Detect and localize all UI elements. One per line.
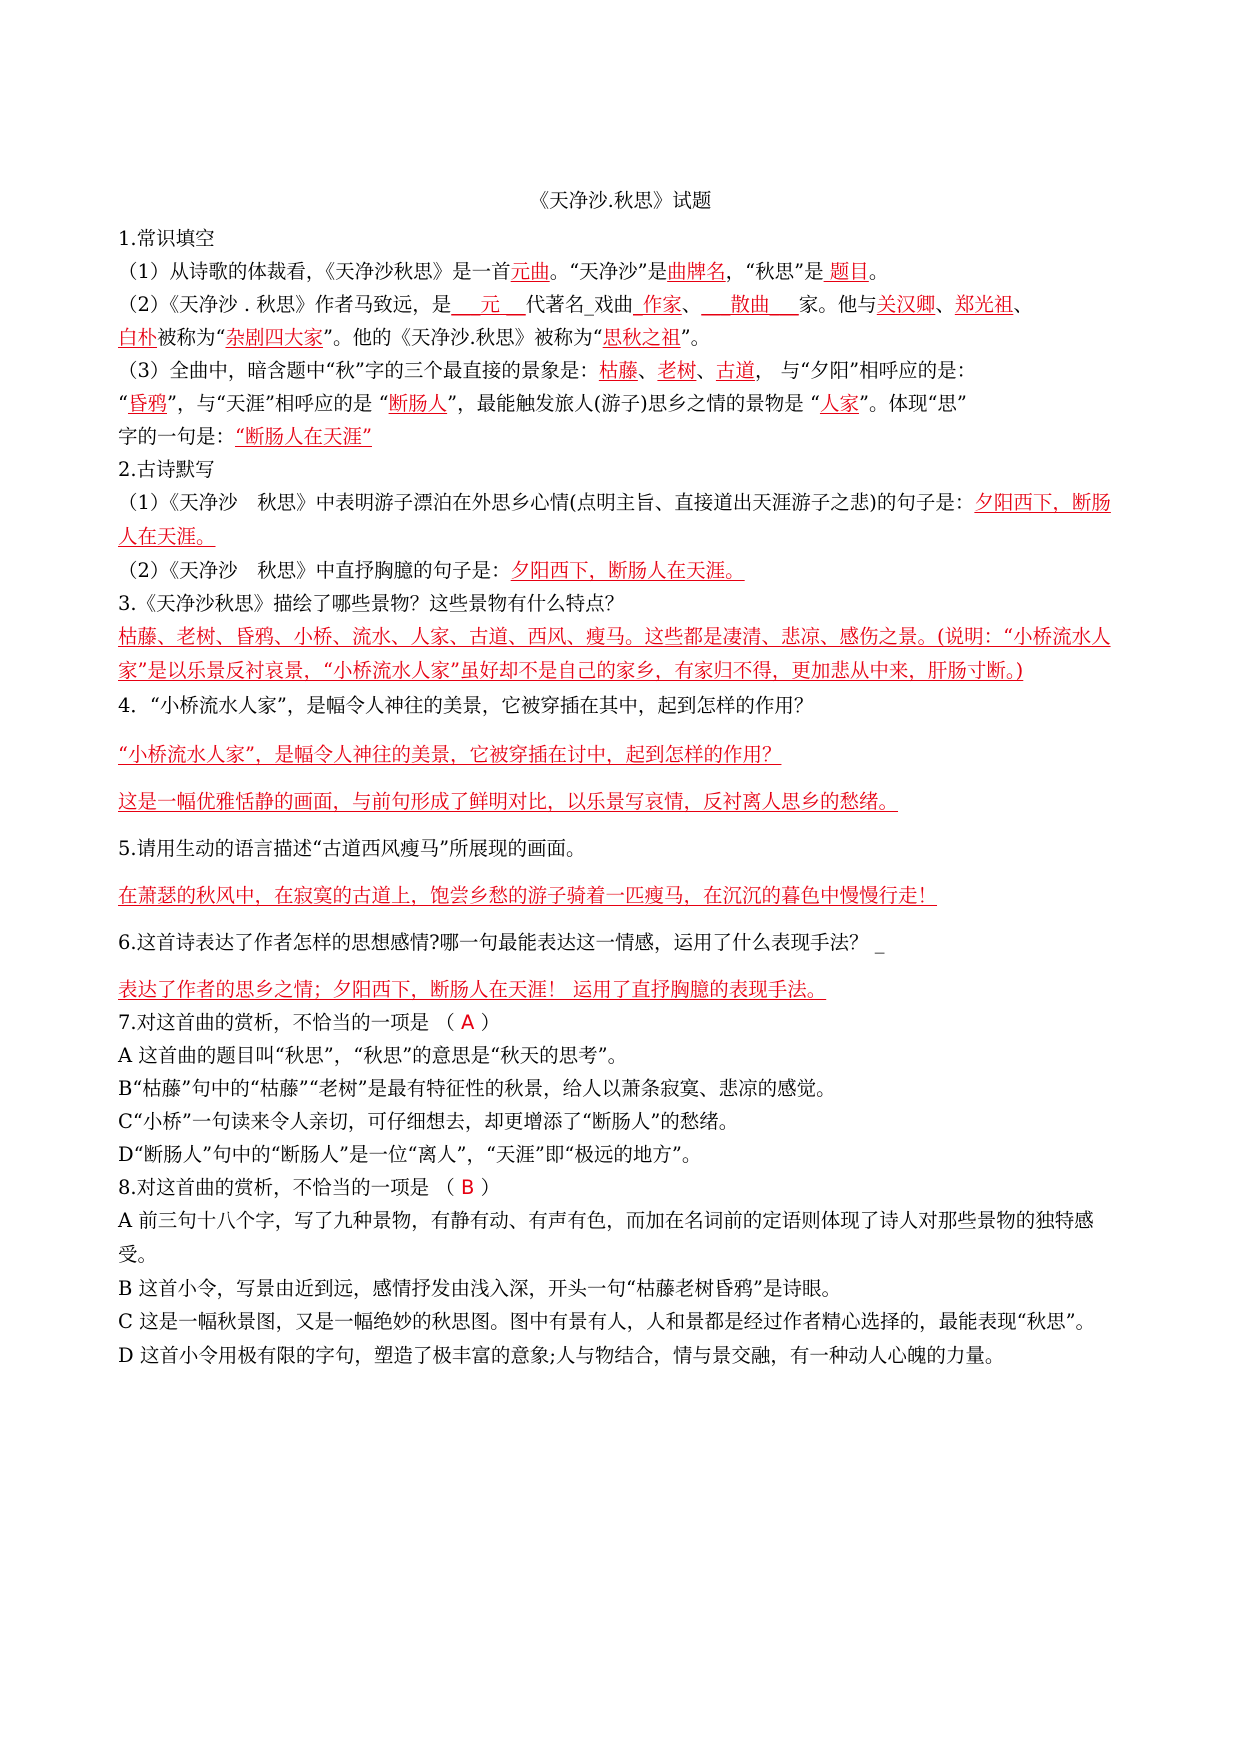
q-text: 代著名_戏曲 (525, 293, 633, 316)
answer-4: 这是一幅优雅恬静的画面，与前句形成了鲜明对比，以乐景写哀情，反衬离人思乡的愁绪。 (118, 790, 899, 813)
question-1-3-line1 (118, 354, 1123, 387)
q-text: （1）从诗歌的体裁看，《天净沙秋思》是一首 (118, 260, 511, 283)
option-7-a: A 这首曲的题目叫“秋思”，“秋思”的意思是“秋天的思考”。 (118, 1044, 628, 1067)
q-text: ”。 (680, 326, 711, 349)
answer-timu: 题目 (823, 260, 869, 283)
answer-hunya: 昏鸦 (127, 392, 167, 415)
answer-8: B (454, 1176, 481, 1199)
q-text: ， 与“夕阳”相呼应的是： (754, 359, 977, 382)
option-7-d: D“断肠人”句中的“断肠人”是一位“离人”，“天涯”即“极远的地方”。 (118, 1143, 702, 1166)
answer-laoshu: 老树 (657, 359, 697, 382)
question-1-2-line1 (118, 288, 1123, 321)
spacer (118, 724, 1123, 738)
option-8-d: D 这首小令用极有限的字句，塑造了极丰富的意象;人与物结合，情与景交融，有一种动人心魄的力量。 (118, 1344, 1005, 1367)
answer-6: 表达了作者的思乡之情；夕阳西下，断肠人在天涯！ 运用了直抒胸臆的表现手法。 (118, 978, 827, 1001)
q-text: 8.对这首曲的赏析，不恰当的一项是 （ (118, 1176, 455, 1199)
q-text: （1）《天净沙 秋思》中表明游子漂泊在外思乡心情(点明主旨、直接道出天涯游子之悲)的句子是： (118, 491, 975, 514)
answer-duanchangren: 断肠人 (388, 392, 448, 415)
document-page (118, 186, 1123, 1372)
answer-zajusidajia: 杂剧四大家 (225, 326, 324, 349)
q-text: ”，与“天涯”相呼应的是 “ (167, 392, 389, 415)
section-2-heading: 2.古诗默写 (118, 458, 215, 481)
section-7-heading (118, 1006, 1123, 1039)
answer-kuteng: 枯藤 (598, 359, 638, 382)
q-text: 、 (1013, 293, 1033, 316)
q-text: “ (118, 392, 128, 415)
answer-renjia: 人家 (819, 392, 859, 415)
section-6-heading: 6.这首诗表达了作者怎样的思想感情?哪一句最能表达这一情感，运用了什么表现手法？ _ (118, 931, 885, 954)
q-text: 被称为“ (157, 326, 226, 349)
q-text: （3）全曲中，暗含题中“秋”字的三个最直接的景象是： (118, 359, 599, 382)
q-text: ”，最能触发旅人(游子)思乡之情的景物是 “ (447, 392, 820, 415)
question-1-1 (118, 255, 1123, 288)
spacer (118, 818, 1123, 832)
spacer (118, 771, 1123, 785)
q-text: ，“秋思”是 (725, 260, 824, 283)
answer-gudao: 古道 (715, 359, 755, 382)
spacer (118, 912, 1123, 926)
answer-yuanqu: 元曲 (510, 260, 550, 283)
option-8-b: B 这首小令，写景由近到远，感情抒发由浅入深，开头一句“枯藤老树昏鸦”是诗眼。 (118, 1277, 841, 1300)
answer-duanchangren-zaitianya: “断肠人在天涯” (235, 425, 372, 448)
answer-3: 枯藤、老树、昏鸦、小桥、流水、人家、古道、西风、瘦马。这些都是凄清、悲凉、感伤之景。(说明：“小桥流水人家”是以乐景反衬哀景，“小桥流水人家”虽好却不是自己的家乡，有家归不得，更加悲从中来，肝肠寸断。) (118, 625, 1111, 682)
answer-qupaiming: 曲牌名 (667, 260, 726, 283)
spacer (118, 959, 1123, 973)
question-1-3-line2 (118, 387, 1123, 420)
q-text: ） (480, 1011, 501, 1034)
answer-2-1: 夕阳西下，断肠人在天涯。 (118, 491, 1111, 548)
answer-5: 在萧瑟的秋风中，在寂寞的古道上，饱尝乡愁的游子骑着一匹瘦马，在沉沉的暮色中慢慢行走！ (118, 884, 938, 907)
answer-2-2: 夕阳西下，断肠人在天涯。 (510, 559, 745, 582)
q-text: 、 (696, 359, 716, 382)
question-2-1 (118, 486, 1123, 554)
option-8-c: C 这是一幅秋景图，又是一幅绝妙的秋思图。图中有景有人，人和景都是经过作者精心选择的，最能表现“秋思”。 (118, 1310, 1096, 1333)
spacer (118, 865, 1123, 879)
answer-7: A (454, 1011, 481, 1034)
q-text: 、 (637, 359, 658, 382)
section-4-heading: 4．“小桥流水人家”，是幅令人神往的美景，它被穿插在其中，起到怎样的作用？ (118, 694, 814, 717)
q-text: ） (480, 1176, 501, 1199)
answer-baipu: 白朴 (118, 326, 158, 349)
q-text: 字的一句是： (118, 425, 236, 448)
option-8-a: A 前三句十八个字，写了九种景物，有静有动、有声有色，而加在名词前的定语则体现了诗人对那些景物的独特感受。 (118, 1209, 1094, 1266)
q-text: 。 (868, 260, 889, 283)
q-text: 7.对这首曲的赏析，不恰当的一项是 （ (118, 1011, 455, 1034)
section-3-heading: 3.《天净沙秋思》描绘了哪些景物？这些景物有什么特点？ (118, 592, 625, 615)
answer-guanhanqing: 关汉卿 (876, 293, 936, 316)
section-8-heading (118, 1171, 1123, 1204)
q-text: （2）《天净沙 . 秋思》作者马致远，是 (118, 293, 452, 316)
document-title: 《天净沙.秋思》试题 (529, 189, 712, 212)
q-text: （2）《天净沙 秋思》中直抒胸臆的句子是： (118, 559, 511, 582)
option-7-b: B“枯藤”句中的“枯藤”“老树”是最有特征性的秋景，给人以萧条寂寞、悲凉的感觉。 (118, 1077, 836, 1100)
section-1-heading: 1.常识填空 (118, 227, 215, 250)
q-text: 家。他与 (798, 293, 877, 316)
q-text: ”。体现“思” (858, 392, 967, 415)
answer-sanqu: ___散曲___ (701, 293, 799, 316)
question-1-2-line2 (118, 321, 1123, 354)
answer-siqiuzhizu: 思秋之祖 (602, 326, 681, 349)
q-text: 、 (935, 293, 955, 316)
q-text: ”。他的《天净沙.秋思》被称为“ (323, 326, 603, 349)
answer-4-restated: “小桥流水人家”，是幅令人神往的美景，它被穿插在讨中，起到怎样的作用？ (118, 743, 782, 766)
section-5-heading: 5.请用生动的语言描述“古道西风瘦马”所展现的画面。 (118, 837, 586, 860)
q-text: 、 (681, 293, 702, 316)
answer-zuojia: _作家 (632, 293, 682, 316)
q-text: 。“天净沙”是 (549, 260, 668, 283)
answer-yuan: ___元 __ (451, 293, 526, 316)
question-1-3-line3 (118, 420, 1123, 453)
option-7-c: C“小桥”一句读来令人亲切，可仔细想去，却更增添了“断肠人”的愁绪。 (118, 1110, 739, 1133)
question-2-2 (118, 554, 1123, 587)
answer-zhengguangzu: 郑光祖 (954, 293, 1014, 316)
